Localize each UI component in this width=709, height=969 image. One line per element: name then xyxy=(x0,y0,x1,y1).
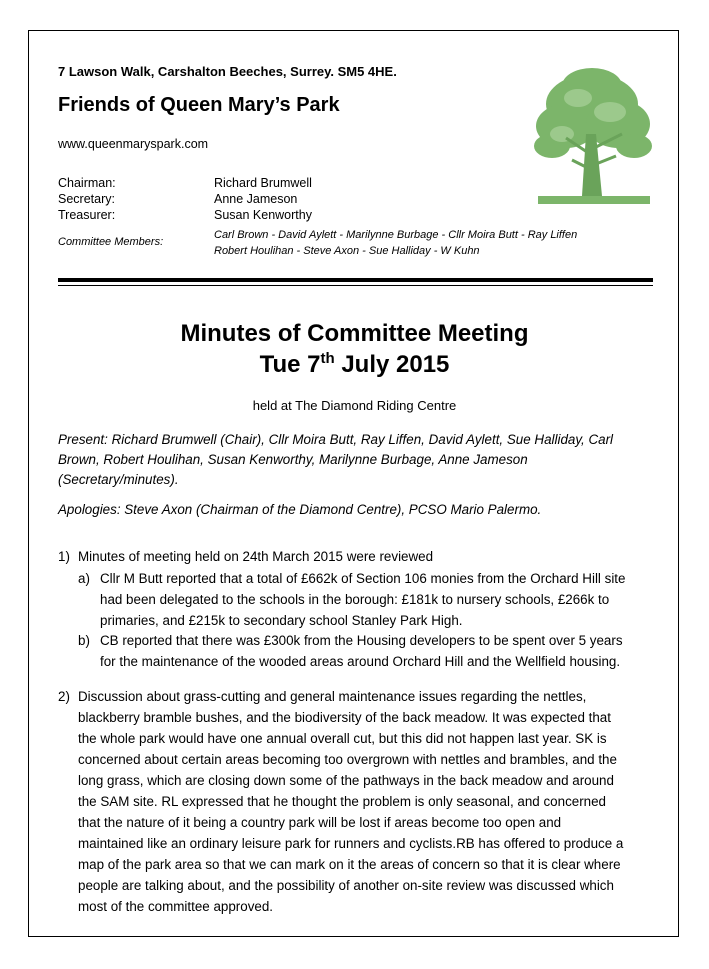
meeting-venue: held at The Diamond Riding Centre xyxy=(252,398,457,413)
item-text: that the nature of it being a country park will be lost if areas become too open and xyxy=(78,815,562,830)
item-text: the SAM site. RL expressed that he thought the problem is only seasonal, and concerned xyxy=(78,794,607,809)
subitem-letter: a) xyxy=(78,571,90,586)
header-divider-thin xyxy=(58,285,653,286)
item-number: 2) xyxy=(58,689,70,704)
subitem-text: had been delegated to the schools in the borough: £181k to nursery schools, £266k to xyxy=(100,592,610,607)
website-link[interactable]: www.queenmaryspark.com xyxy=(58,137,209,151)
tree-icon xyxy=(532,64,654,210)
present-line: (Secretary/minutes). xyxy=(58,472,179,487)
header-divider-thick xyxy=(58,278,653,282)
committee-line: Robert Houlihan - Steve Axon - Sue Halliday - W Kuhn xyxy=(214,245,480,257)
subitem-text: for the maintenance of the wooded areas around Orchard Hill and the Wellfield housing. xyxy=(100,654,621,669)
role-label-treasurer: Treasurer: xyxy=(58,208,116,222)
item-text: the whole park would have one annual overall cut, but this did not happen last year. SK is xyxy=(78,731,607,746)
subitem-letter: b) xyxy=(78,633,90,648)
item-text: most of the committee approved. xyxy=(78,899,274,914)
apologies: Apologies: Steve Axon (Chairman of the Diamond Centre), PCSO Mario Palermo. xyxy=(58,502,542,517)
item-text: Discussion about grass-cutting and general maintenance issues regarding the nettles, xyxy=(78,689,587,704)
present-line: Present: Richard Brumwell (Chair), Cllr Moira Butt, Ray Liffen, David Aylett, Sue Halliday, Carl xyxy=(58,432,614,447)
item-text: concerned about certain areas becoming too overgrown with nettles and brambles, and the xyxy=(78,752,617,767)
committee-label: Committee Members: xyxy=(58,236,164,248)
item-text: maintained like an ordinary leisure park for runners and cyclists.RB has offered to produce a xyxy=(78,836,624,851)
meeting-date: Tue 7th July 2015 xyxy=(259,350,450,378)
subitem-text: Cllr M Butt reported that a total of £662k of Section 106 monies from the Orchard Hill site xyxy=(100,571,626,586)
organisation-name: Friends of Queen Mary’s Park xyxy=(58,94,340,116)
item-text: long grass, which are closing down some of the pathways in the back meadow and around xyxy=(78,773,614,788)
document-title: Minutes of Committee Meeting xyxy=(180,320,529,347)
item-number: 1) xyxy=(58,549,70,564)
item-text: people are talking about, and the possibility of another on-site review was discussed which xyxy=(78,878,614,893)
role-name-treasurer: Susan Kenworthy xyxy=(214,208,312,222)
role-name-chairman: Richard Brumwell xyxy=(214,176,312,190)
present-line: Brown, Robert Houlihan, Susan Kenworthy, Marilynne Burbage, Anne Jameson xyxy=(58,452,528,467)
role-label-secretary: Secretary: xyxy=(58,192,115,206)
item-text: map of the park area so that we can mark on it the areas of concern so that it is clear where xyxy=(78,857,621,872)
role-label-chairman: Chairman: xyxy=(58,176,116,190)
subitem-text: primaries, and £215k to secondary school Stanley Park High. xyxy=(100,613,463,628)
item-text: blackberry bramble bushes, and the biodiversity of the back meadow. It was expected that xyxy=(78,710,611,725)
address: 7 Lawson Walk, Carshalton Beeches, Surrey. SM5 4HE. xyxy=(58,64,397,79)
committee-line: Carl Brown - David Aylett - Marilynne Burbage - Cllr Moira Butt - Ray Liffen xyxy=(214,229,578,241)
item-text: Minutes of meeting held on 24th March 2015 were reviewed xyxy=(78,549,434,564)
role-name-secretary: Anne Jameson xyxy=(214,192,298,206)
subitem-text: CB reported that there was £300k from the Housing developers to be spent over 5 years xyxy=(100,633,623,648)
